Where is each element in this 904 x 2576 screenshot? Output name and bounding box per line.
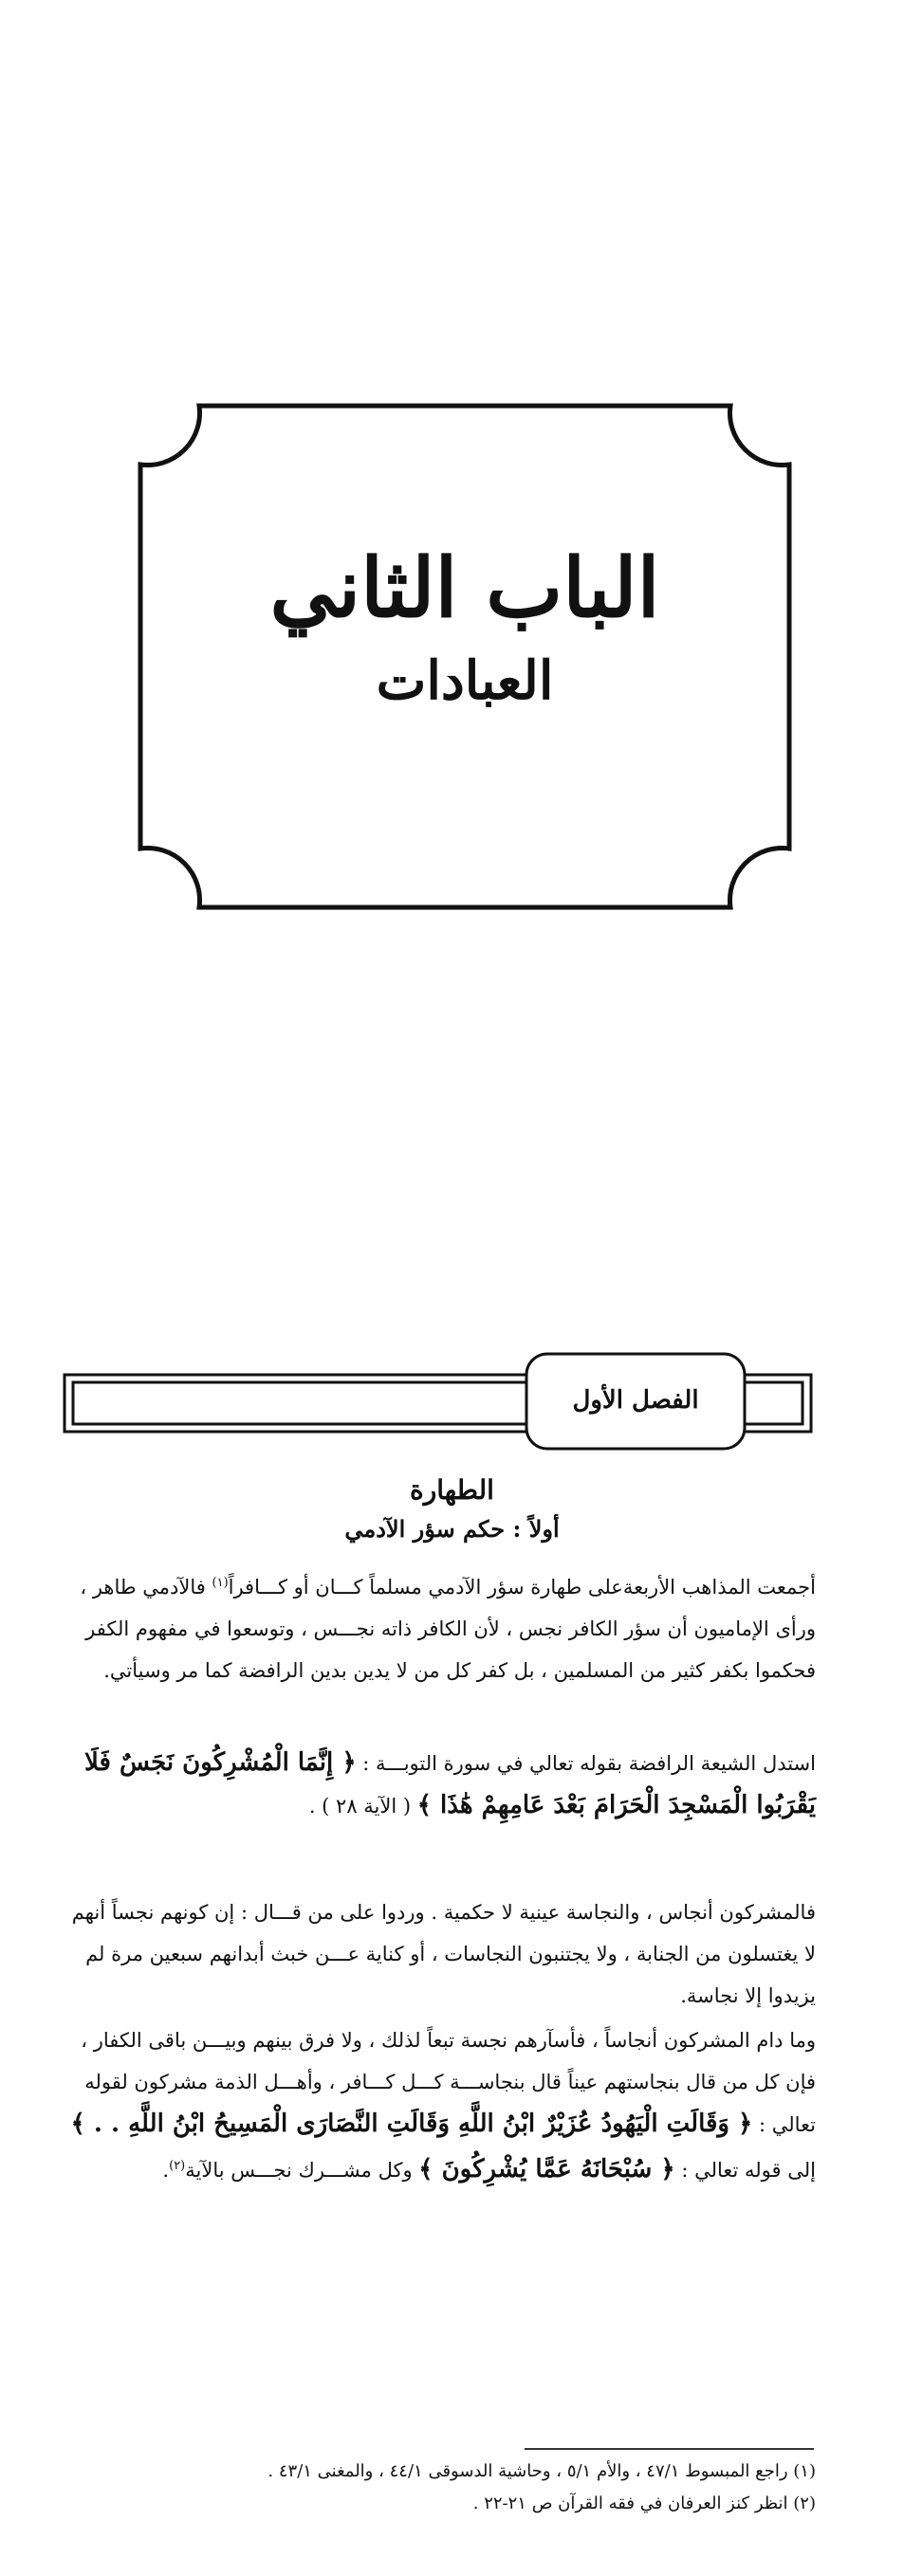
quran-verse: ﴿ وَقَالَتِ الْيَهُودُ عُزَيْرٌ ابْنُ اللَّهِ وَقَالَتِ النَّصَارَى الْمَسِيحُ ابْنُ اللَّهِ . . ﴾ <box>70 2110 753 2138</box>
paragraph-4: وما دام المشركون أنجاساً ، فأسآرهم نجسة تبعاً لذلك ، ولا فرق بينهم وبيـــن باقى الكفار ، فإن كل من قال بنجاستهم عيناً قال بنجاســـة كـــل كـــافر ، وأهـــل الذمة مشركون لقوله تعالي : ﴿ وَقَالَتِ الْيَهُودُ عُزَيْرٌ ابْنُ اللَّهِ وَقَالَتِ النَّصَارَى الْمَسِيحُ ابْنُ اللَّهِ . . ﴾ إلى قوله تعالي : ﴿ سُبْحَانَهُ عَمَّا يُشْرِكُونَ ﴾ وكل مشـــرك نجـــس بالآية$^{(٢)}$. <box>70 2029 816 2183</box>
subsection-title: أولاً : حكم سؤر الآدمي <box>344 1515 560 1543</box>
chapter-label: الفصل الأول <box>572 1386 699 1415</box>
quran-verse: ﴿ سُبْحَانَهُ عَمَّا يُشْرِكُونَ ﴾ <box>418 2155 675 2183</box>
footnote-2: (٢) انظر كنز العرفان في فقه القرآن ص ٢١-٢٢ . <box>472 2494 816 2513</box>
chapter-bar <box>62 1351 814 1455</box>
part-subtitle: العبادات <box>376 649 554 712</box>
part-title-frame <box>133 398 797 915</box>
paragraph-text: وما دام المشركون أنجاساً ، فأسآرهم نجسة تبعاً لذلك ، ولا فرق بينهم وبيـــن باقى الكفار ، فإن كل من قال بنجاستهم عيناً قال بنجاســـة كـــل كـــافر ، وأهـــل الذمة مشركون لقوله تعالي : <box>81 2029 816 2136</box>
paragraph-text: إلى قوله تعالي : <box>681 2159 816 2182</box>
footnote-marker: (١) <box>212 1576 229 1590</box>
footnote-1: (١) راجع المبسوط ٤٧/١ ، والأم ٥/١ ، وحاشية الدسوقى ٤٤/١ ، والمغنى ٤٣/١ . <box>268 2461 816 2481</box>
part-title: الباب الثاني <box>269 540 660 636</box>
paragraph-text: فالمشركون أنجاس ، والنجاسة عينية لا حكمية . وردوا على من قـــال : إن كونهم نجساً أنهم لا يغتسلون من الجنابة ، ولا يجتنبون النجاسات ، أو كناية عـــن خبث أبدانهم سبعين مرة لم يزيدوا إلا نجاسة. <box>71 1901 816 2007</box>
section-title: الطهارة <box>410 1474 494 1506</box>
quran-verse: ﴿ إِنَّمَا الْمُشْرِكُونَ نَجَسٌ فَلَا يَقْرَبُوا الْمَسْجِدَ الْحَرَامَ بَعْدَ عَامِهِمْ هَٰذَا ﴾ <box>83 1748 816 1819</box>
paragraph-text: فالآدمي طاهر ، ورأى الإماميون أن سؤر الكافر نجس ، لأن الكافر ذاته نجـــس ، وتوسعوا في مفهوم الكفر فحكموا بكفر كثير من المسلمين ، بل كفر كل من لا يدين بدين الرافضة كما مر وسيأتي. <box>80 1576 816 1682</box>
paragraph-text: أجمعت المذاهب الأربعةعلى طهارة سؤر الآدمي مسلماً كـــان أو كـــافراً <box>228 1576 816 1599</box>
paragraph-2 <box>66 1742 816 1827</box>
footnote-divider <box>525 2448 814 2450</box>
paragraph-text: استدل الشيعة الرافضة بقوله تعالي في سورة التوبـــة : <box>362 1752 816 1775</box>
paragraph-3 <box>66 1891 816 2017</box>
footnote-marker: (٢) <box>169 2159 186 2173</box>
verse-reference: ( الآية ٢٨ ) . <box>308 1795 412 1818</box>
paragraph-1 <box>66 1562 816 1691</box>
paragraph-text: وكل مشـــرك نجـــس بالآية <box>185 2159 413 2182</box>
